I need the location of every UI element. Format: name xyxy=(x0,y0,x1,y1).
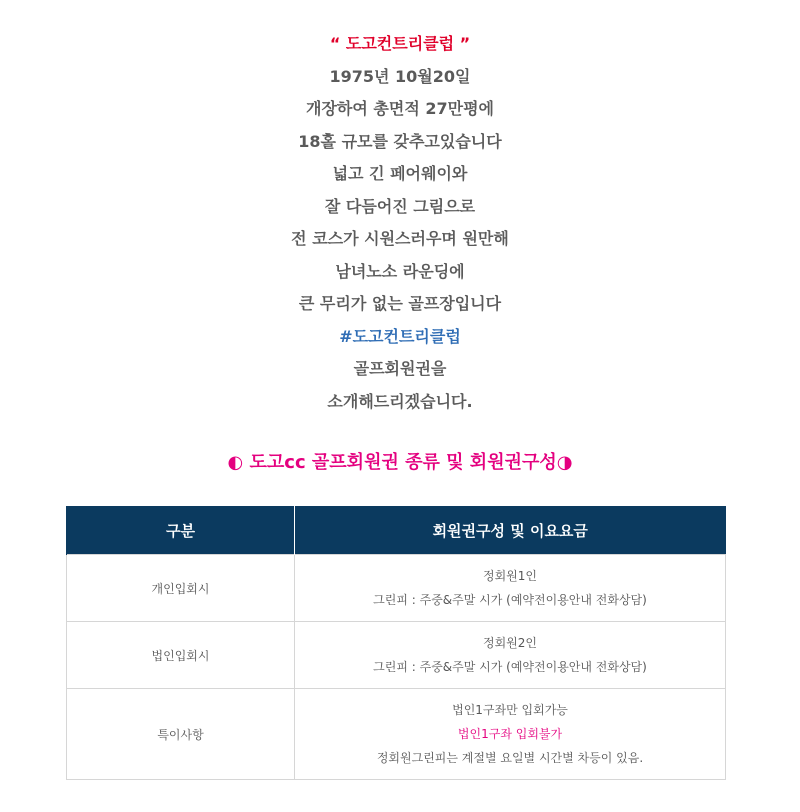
intro-line: 소개해드리겠습니다. xyxy=(327,391,473,411)
membership-table xyxy=(66,506,726,780)
table-row xyxy=(67,622,726,689)
section-title: ◐ 도고cc 골프회원권 종류 및 회원권구성◑ xyxy=(227,452,573,473)
intro-line: 남녀노소 라운딩에 xyxy=(335,261,465,281)
table-row xyxy=(67,689,726,780)
row-category: 개인입회시 xyxy=(67,555,295,622)
intro-text xyxy=(0,28,800,418)
detail-line-highlight: 법인1구좌 입회불가 xyxy=(457,727,563,741)
intro-line: 1975년 10월20일 xyxy=(329,66,471,86)
intro-line: 큰 무리가 없는 골프장입니다 xyxy=(298,294,502,313)
intro-line: 넓고 긴 페어웨이와 xyxy=(332,164,468,183)
row-details xyxy=(295,689,726,780)
detail-line: 법인1구좌만 입회가능 xyxy=(452,703,568,717)
intro-line: 18홀 규모를 갖추고있습니다 xyxy=(298,131,502,151)
detail-line: 그린피 : 주중&주말 시가 (예약전이용안내 전화상담) xyxy=(373,660,647,674)
detail-line: 정회원2인 xyxy=(482,636,537,650)
table-row xyxy=(67,555,726,622)
intro-line: 개장하여 총면적 27만평에 xyxy=(306,99,494,118)
table-header-row xyxy=(67,506,726,555)
row-category: 법인입회시 xyxy=(67,622,295,689)
header-details: 회원권구성 및 이요요금 xyxy=(295,506,726,555)
intro-line: 잘 다듬어진 그림으로 xyxy=(324,196,476,216)
intro-line: 골프회원권을 xyxy=(353,359,447,378)
detail-line: 정회원1인 xyxy=(482,569,537,583)
row-details xyxy=(295,622,726,689)
header-category: 구분 xyxy=(67,506,295,555)
row-details xyxy=(295,555,726,622)
detail-line: 그린피 : 주중&주말 시가 (예약전이용안내 전화상담) xyxy=(373,593,647,607)
detail-line: 정회원그린피는 계절별 요일별 시간별 차등이 있음. xyxy=(376,751,644,765)
row-category: 특이사항 xyxy=(67,689,295,780)
club-title: “ 도고컨트리클럽 ” xyxy=(329,34,471,53)
hashtag: #도고컨트리클럽 xyxy=(339,326,461,346)
intro-line: 전 코스가 시원스러우며 원만해 xyxy=(291,229,509,248)
